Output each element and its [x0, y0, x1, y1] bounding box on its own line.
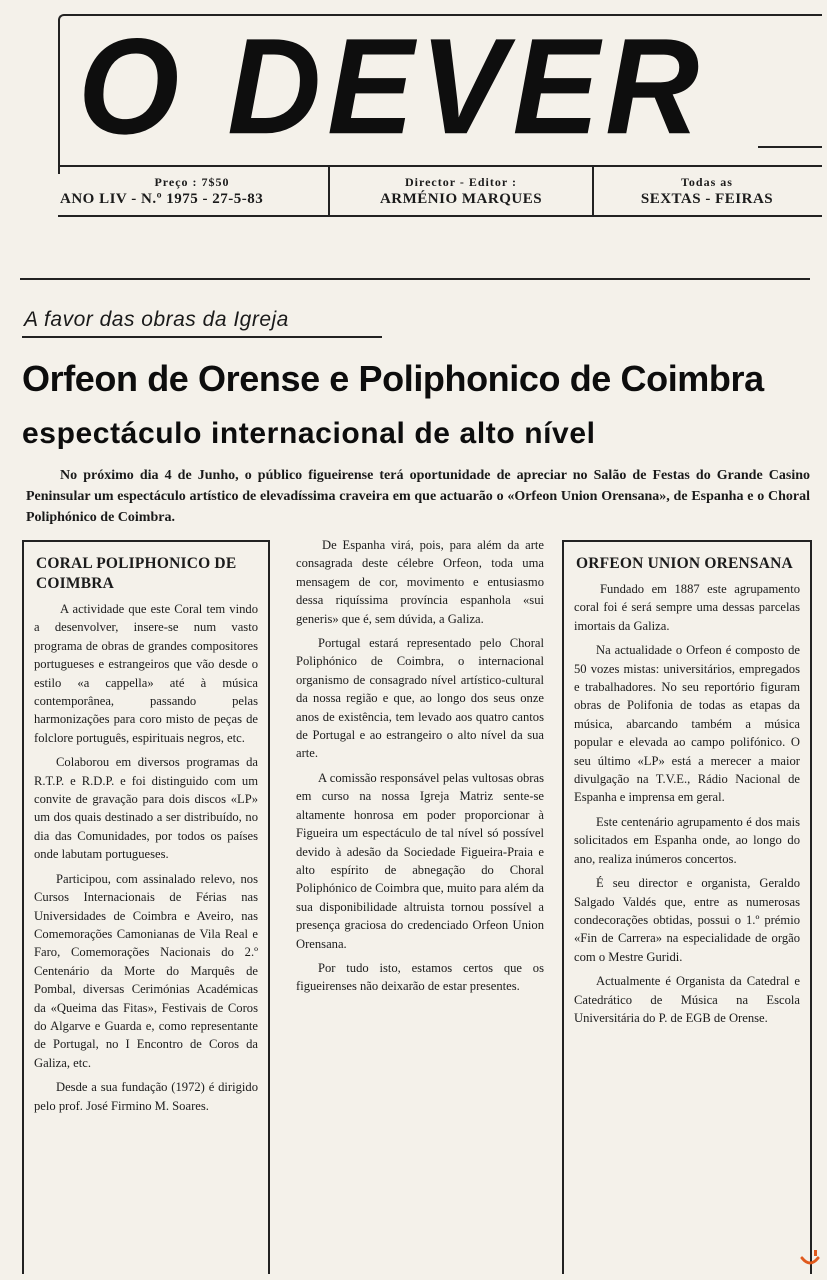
director-info	[328, 167, 594, 215]
headline-line-1: Orfeon de Orense e Poliphonico de Coimbra	[22, 358, 764, 399]
paragraph: Actualmente é Organista da Catedral e Catedrático de Música na Escola Universitária do P. de EGB de Orense.	[574, 974, 800, 1025]
paragraph: Fundado em 1887 este agrupamento coral foi é será sempre uma dessas parcelas imortais da Galiza.	[574, 582, 800, 633]
director-label: Director - Editor :	[405, 175, 517, 189]
paragraph: Na actualidade o Orfeon é composto de 50 vozes mistas: universitários, empregados e trabalhadores. No seu reportório figuram obras de Polifonia de todas as etapas da música, abarcando também a música popular e elevada ao campo polifónico. O seu último «LP» está a merecer a maior divulgação na T.V.E., Rádio Nacional de Espanha e imprensa em geral.	[574, 643, 800, 805]
masthead-info-bar	[58, 165, 822, 217]
masthead-title: O DEVER	[78, 9, 706, 163]
column-middle	[296, 532, 544, 996]
issue-number: ANO LIV - N.º 1975 - 27-5-83	[60, 191, 264, 207]
masthead-rule	[758, 146, 822, 148]
column-orfeon-union	[562, 540, 812, 1274]
paragraph: Colaborou em diversos programas da R.T.P. e R.D.P. e foi distinguido com um convite de gravação para dois discos «LP» um dos quais destinado a ser distribuído, no dia das Comunidades, por todos os países onde labutam portugueses.	[34, 755, 258, 862]
frequency-label: Todas as	[681, 175, 733, 189]
column-body	[296, 536, 544, 996]
column-heading: CORAL POLIPHONICO DE COIMBRA	[36, 555, 237, 592]
price-text: Preço : 7$50	[154, 175, 230, 189]
paragraph: A comissão responsável pelas vultosas obras em curso na nossa Igreja Matriz sente-se altamente honrosa em poder proporcionar à Figueira um espectáculo de tal nível só possível devido à adesão da Sociedade Figueira-Praia e alto espírito de abnegação do Choral Poliphónico de Coimbra que, muito para além da sua disponibilidade altruista tornou possível a presença graciosa do credenciado Orfeon Union Orensana.	[296, 770, 544, 951]
paragraph: É seu director e organista, Geraldo Salgado Valdés que, entre as numerosas condecorações obtidas, possui o 1.º prémio «Fin de Carrera» na especialidade de orgão com o Mestre Guridi.	[574, 876, 800, 964]
article-top-rule	[20, 278, 810, 280]
column-heading: ORFEON UNION ORENSANA	[576, 555, 793, 572]
frequency-info	[592, 167, 822, 215]
headline-line-2: espectáculo internacional de alto nível	[22, 417, 596, 450]
column-coral-poliphonico	[22, 540, 270, 1274]
paragraph: Participou, com assinalado relevo, nos Cursos Internacionais de Férias nas Universidades de Coimbra e Aveiro, nas Comemorações Camonianas de Vila Real e Faro, Comemorações Nacionais do 2.º Centenário da Morte do Marquês de Pombal, diversas Cerimónias Académicas da «Queima das Fitas», Festivais de Coros do Algarve e Guarda e, como representante de Portugal, no I Encontro de Coros da Galiza, etc.	[34, 871, 258, 1070]
paragraph: A actividade que este Coral tem vindo a desenvolver, insere-se num vasto programa de obras de grandes compositores portugueses e estrangeiros que vão desde o estilo «a cappella» até à música contemporânea, passando pelas harmonizações para coro misto de peças de folclore português, espirituais negros, etc.	[34, 602, 258, 745]
issue-info	[58, 167, 326, 215]
column-body	[574, 580, 800, 1027]
paragraph: Portugal estará representado pelo Choral Poliphónico de Coimbra, o internacional organismo de consagrado nível artístico-cultural da nossa região e que, ao longo dos seus onze anos de existência, tem levado aos quatro cantos de Portugal e ao estrangeiro o alto nível da sua arte.	[296, 636, 544, 761]
column-body	[34, 600, 258, 1115]
article-kicker: A favor das obras da Igreja	[24, 308, 289, 331]
paragraph: Por tudo isto, estamos certos que os figueirenses não deixarão de estar presentes.	[296, 960, 544, 994]
paragraph: Desde a sua fundação (1972) é dirigido pelo prof. José Firmino M. Soares.	[34, 1080, 258, 1113]
smiley-logo-icon	[799, 1248, 821, 1270]
kicker-underline	[22, 336, 382, 338]
director-name: ARMÉNIO MARQUES	[379, 191, 543, 207]
paragraph: De Espanha virá, pois, para além da arte consagrada deste célebre Orfeon, toda uma mensagem de cor, movimento e entusiasmo dessa riquíssima província espanhola «sui generis» que é, sem dúvida, a Galiza.	[296, 538, 544, 626]
article-lead: No próximo dia 4 de Junho, o público figueirense terá oportunidade de apreciar no Salão de Festas do Grande Casino Peninsular um espectáculo artístico de elevadíssima craveira em que actuarão o «Orfeon Union Orensana», de Espanha e o Choral Poliphónico de Coimbra.	[26, 468, 810, 525]
paragraph: Este centenário agrupamento é dos mais solicitados em Espanha onde, ao longo do ano, realiza inúmeros concertos.	[574, 814, 800, 866]
frequency-day: SEXTAS - FEIRAS	[640, 191, 774, 207]
